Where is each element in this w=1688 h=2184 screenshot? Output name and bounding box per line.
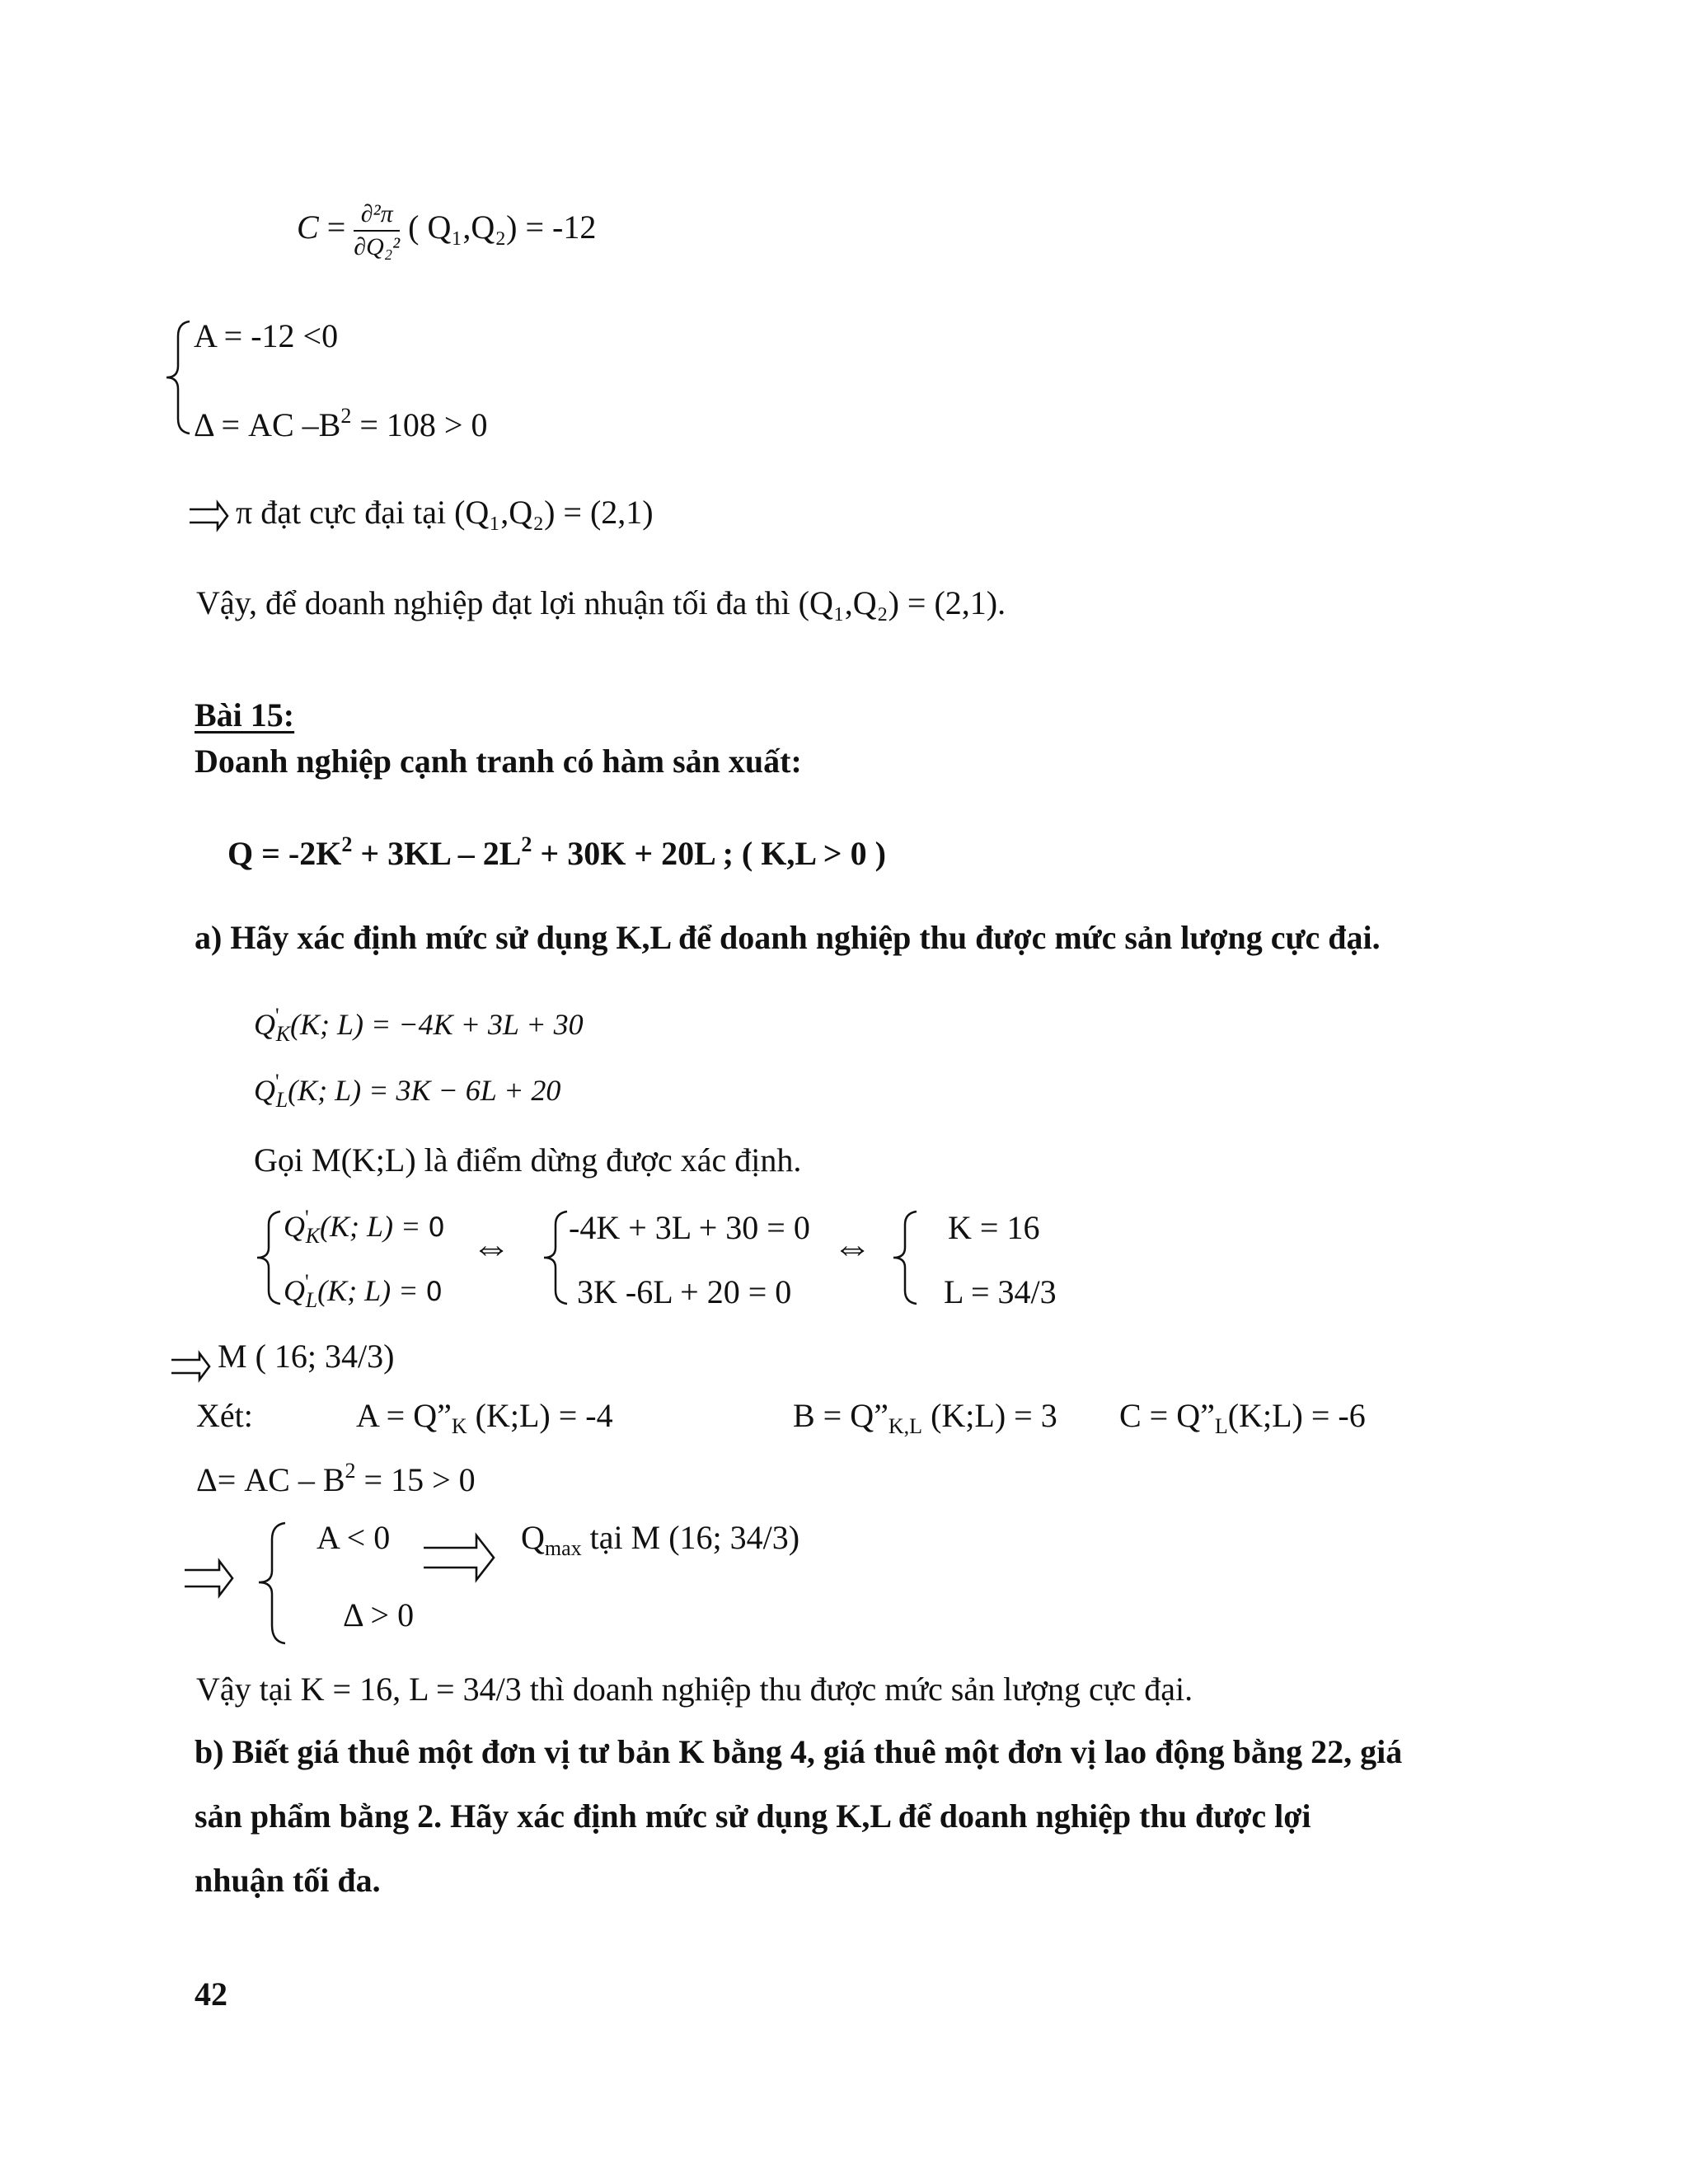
part-b-line1: b) Biết giá thuê một đơn vị tư bản K bằng 4, giá thuê một đơn vị lao động bằng 22, giá (195, 1733, 1403, 1770)
part-a-question: a) Hãy xác định mức sử dụng K,L để doanh nghiệp thu được mức sản lượng cực đại. (195, 919, 1381, 956)
equivalence-icon: ⇔ (832, 1226, 872, 1269)
part-b-line2: sản phẩm bằng 2. Hãy xác định mức sử dụng K,L để doanh nghiệp thu được lợi (195, 1797, 1311, 1835)
production-function: $Q = -2K^2 + 3KL - 2L^2 + 30K + 20L$ ; ( K,L > 0 ) (227, 832, 886, 872)
system2-ql: $Q'_L(K$; L) = 0 (284, 1270, 443, 1312)
left-brace (254, 1210, 287, 1305)
consider-label: Xét: (196, 1397, 253, 1434)
equation-1: -4K + 3L + 30 = 0 (569, 1209, 810, 1246)
system1-line2: Δ = AC $-B^2 = 108 > 0$ (194, 404, 488, 443)
conclusion-part-a: Vậy tại K = 16, L = 34/3 thì doanh nghiệp thu được mức sản lượng cực đại. (196, 1671, 1193, 1708)
derivative-ql: $Q'_L(K$; L) = 3K − 6L + 20 (254, 1070, 561, 1112)
page-number: 42 (195, 1975, 227, 2013)
equivalence-icon: ⇔ (471, 1226, 511, 1269)
equation-2: 3K -6L + 20 = 0 (577, 1273, 792, 1310)
derivative-qk: $Q'_K(K$; L) = −4K + 3L + 30 (254, 1004, 584, 1046)
solution-k: K = 16 (948, 1209, 1040, 1246)
left-brace (163, 320, 196, 435)
condition-a: A < 0 (316, 1519, 391, 1556)
q-max-result: $Q_{max}$ tại M (16; 34/3) (521, 1519, 800, 1560)
implies-arrow-icon (170, 1352, 211, 1381)
stationary-point-text: Gọi M(K;L) là điểm dừng được xác định. (254, 1141, 802, 1179)
conclusion-previous: Vậy, để doanh nghiệp đạt lợi nhuận tối đa thì (Q₁,Q₂) = (2,1). (196, 584, 1006, 621)
pi-maximum-result: π đạt cực đại tại (Q₁,Q₂) = (2,1) (236, 494, 654, 531)
formula-c: C = $\frac{\text{∂²π}}{\text{∂Q₂²}}$ ( Q₁,Q₂) = -12 (297, 200, 597, 260)
system1-line1: A = -12 <0 (194, 317, 339, 354)
second-derivative-b: $B = Q”_{K,L}$ (K;L) = 3 (793, 1397, 1057, 1438)
condition-delta: Δ > 0 (343, 1596, 415, 1633)
exercise-title: Bài 15: (195, 696, 295, 733)
exercise-intro: Doanh nghiệp cạnh tranh có hàm sản xuất: (195, 743, 802, 780)
system2-qk: $Q'_K(K$; L) = 0 (284, 1206, 445, 1248)
implies-arrow-icon (188, 501, 229, 531)
part-b-line3: nhuận tối đa. (195, 1862, 381, 1899)
implies-arrow-icon (422, 1533, 496, 1582)
solution-l: L = 34/3 (944, 1273, 1057, 1310)
stationary-point: M ( 16; 34/3) (218, 1338, 395, 1375)
left-brace (890, 1210, 923, 1305)
delta-value: Δ= AC – $B^2 = 15 > 0$ (196, 1459, 476, 1498)
left-brace (256, 1521, 292, 1645)
second-derivative-c: $C = Q”_L(K;L) = -6$ (1119, 1397, 1366, 1438)
implies-arrow-icon (183, 1559, 234, 1597)
second-derivative-a: $A = Q”_K$ (K;L) = -4 (356, 1397, 613, 1438)
partial-fraction: $\frac{\text{∂²π}}{\text{∂Q₂²}}$ (354, 200, 401, 260)
